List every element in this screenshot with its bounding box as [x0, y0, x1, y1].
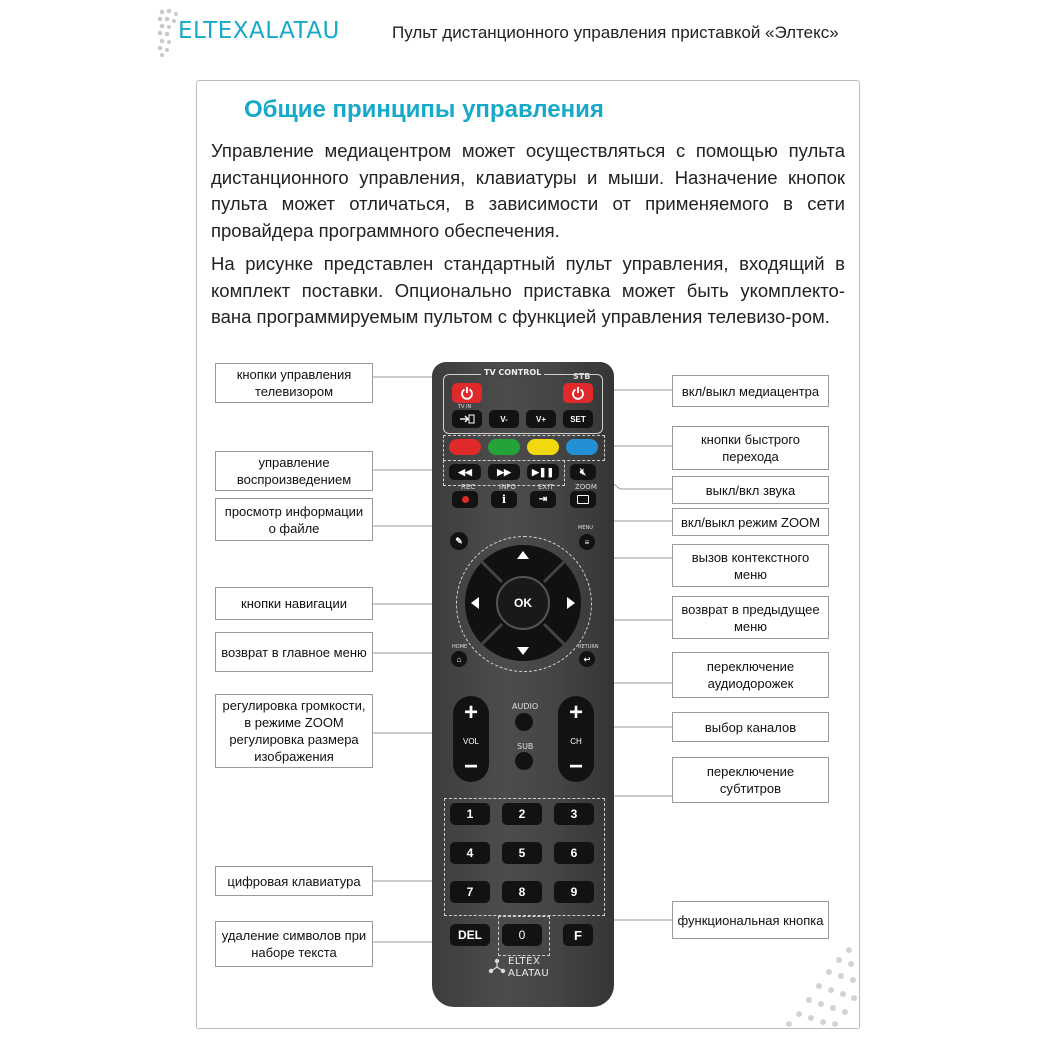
zoom-icon	[577, 495, 589, 504]
remote-logo-text1: ELTEX	[508, 956, 541, 967]
volume-down-icon: −	[463, 753, 478, 780]
key-8[interactable]: 8	[502, 881, 542, 903]
channel-down-icon: −	[568, 753, 583, 780]
callout-delete: удаление символов при наборе текста	[215, 921, 373, 967]
key-5[interactable]: 5	[502, 842, 542, 864]
tv-power-icon	[460, 386, 474, 400]
section-title: Общие принципы управления	[244, 96, 604, 123]
callout-mute: выкл/вкл звука	[672, 476, 829, 504]
rewind-icon: ◀◀	[458, 466, 472, 477]
key-0[interactable]: 0	[502, 924, 542, 946]
pencil-icon: ✎	[455, 535, 463, 546]
rec-label: REC	[461, 483, 476, 491]
callout-volume: регулировка громкости, в режиме ZOOM регулировка размера изображения	[215, 694, 373, 768]
input-icon	[459, 414, 475, 424]
brand-logo-part2: ALATAU	[249, 18, 340, 44]
delete-button[interactable]: DEL	[450, 924, 490, 946]
nav-right-button[interactable]	[560, 586, 582, 620]
mute-icon: 🔇︎	[579, 466, 587, 478]
menu-icon: ≡	[584, 537, 590, 547]
callout-context-menu: вызов контекстного меню	[672, 544, 829, 587]
callout-home: возврат в главное меню	[215, 632, 373, 672]
home-icon: ⌂	[456, 654, 462, 664]
paragraph-remote: На рисунке представлен стандартный пульт управления, входящий в комплект поставки. Опционально приставка может быть укомплекто-вана программируемым пультом с функцией управления телевизо-ром.	[211, 253, 845, 327]
return-button[interactable]	[579, 651, 595, 667]
remote-logo-icon	[488, 958, 506, 974]
brand-logo-part1: ELTEX	[178, 18, 250, 44]
callout-subtitles: переключение субтитров	[672, 757, 829, 803]
rewind-button[interactable]	[449, 464, 481, 480]
nav-up-button[interactable]	[506, 544, 540, 566]
tv-in-button[interactable]	[452, 410, 482, 428]
channel-rocker[interactable]	[558, 696, 594, 782]
subtitles-button[interactable]	[515, 752, 533, 770]
mute-button[interactable]	[570, 464, 596, 480]
info-button[interactable]	[491, 491, 517, 508]
key-3[interactable]: 3	[554, 803, 594, 825]
callout-return: возврат в предыдущее меню	[672, 596, 829, 639]
tv-volume-down-button[interactable]: V-	[489, 410, 519, 428]
callout-function: функциональная кнопка	[672, 901, 829, 939]
tv-in-label: TV IN	[458, 404, 472, 410]
ok-button[interactable]: OK	[514, 596, 532, 610]
tv-set-button[interactable]: SET	[563, 410, 593, 428]
vol-label: VOL	[462, 736, 479, 746]
exit-button[interactable]	[530, 491, 556, 508]
play-pause-button[interactable]	[527, 464, 559, 480]
key-9[interactable]: 9	[554, 881, 594, 903]
callout-audio-tracks: переключение аудиодорожек	[672, 652, 829, 698]
callout-quick-access: кнопки быстрого перехода	[672, 426, 829, 470]
return-label: RETURN	[578, 644, 599, 650]
callout-keypad: цифровая клавиатура	[215, 866, 373, 896]
record-icon	[462, 496, 469, 503]
info-label: INFO	[499, 483, 516, 491]
zoom-button[interactable]	[570, 491, 596, 508]
home-label: HOME	[452, 644, 468, 650]
nav-down-button[interactable]	[506, 638, 540, 660]
callout-file-info: просмотр информации о файле	[215, 498, 373, 541]
exit-label: EXIT	[538, 483, 554, 491]
yellow-button[interactable]	[527, 439, 559, 455]
stb-power-button[interactable]	[563, 383, 593, 403]
info-icon: i	[501, 493, 507, 506]
callout-tv-buttons: кнопки управления телевизором	[215, 363, 373, 403]
document-title: Пульт дистанционного управления приставкой «Элтекс»	[392, 23, 839, 42]
callout-navigation: кнопки навигации	[215, 587, 373, 620]
fast-forward-icon: ▶▶	[497, 466, 511, 477]
tv-control-label: TV CONTROL	[481, 368, 544, 377]
tv-volume-up-button[interactable]: V+	[526, 410, 556, 428]
fast-forward-button[interactable]	[488, 464, 520, 480]
callout-channels: выбор каналов	[672, 712, 829, 742]
volume-up-icon: +	[463, 699, 478, 726]
key-2[interactable]: 2	[502, 803, 542, 825]
key-6[interactable]: 6	[554, 842, 594, 864]
remote-logo-text2: ALATAU	[508, 968, 550, 979]
blue-button[interactable]	[566, 439, 598, 455]
remote-control	[432, 362, 614, 1007]
red-button[interactable]	[449, 439, 481, 455]
audio-button[interactable]	[515, 713, 533, 731]
callout-zoom: вкл/выкл режим ZOOM	[672, 508, 829, 536]
function-button[interactable]: F	[563, 924, 593, 946]
play-pause-icon: ▶❚❚	[531, 466, 554, 477]
key-1[interactable]: 1	[450, 803, 490, 825]
ch-label: CH	[570, 736, 582, 746]
stb-label: STB	[573, 372, 591, 381]
sub-label: SUB	[517, 742, 534, 751]
key-4[interactable]: 4	[450, 842, 490, 864]
exit-icon: ⇥	[538, 494, 548, 505]
callout-stb-power: вкл/выкл медиацентра	[672, 375, 829, 407]
audio-label: AUDIO	[512, 702, 539, 711]
record-button[interactable]	[452, 491, 478, 508]
zoom-label: ZOOM	[575, 483, 597, 491]
paragraph-intro: Управление медиацентром может осуществляться с помощью пульта дистанционного управления, клавиатуры и мыши. Назначение кнопок пульта может отличаться, в зависимости от применяемого в сети провайдера программного обеспечения.	[211, 140, 845, 241]
volume-rocker[interactable]	[453, 696, 489, 782]
menu-label: MENU	[578, 525, 593, 531]
channel-up-icon: +	[568, 699, 583, 726]
nav-left-button[interactable]	[464, 586, 486, 620]
tv-power-button[interactable]	[452, 383, 482, 403]
key-7[interactable]: 7	[450, 881, 490, 903]
home-button[interactable]	[451, 651, 467, 667]
green-button[interactable]	[488, 439, 520, 455]
callout-playback: управление воспроизведением	[215, 451, 373, 491]
return-icon: ↩	[583, 654, 591, 664]
stb-power-icon	[571, 386, 585, 400]
